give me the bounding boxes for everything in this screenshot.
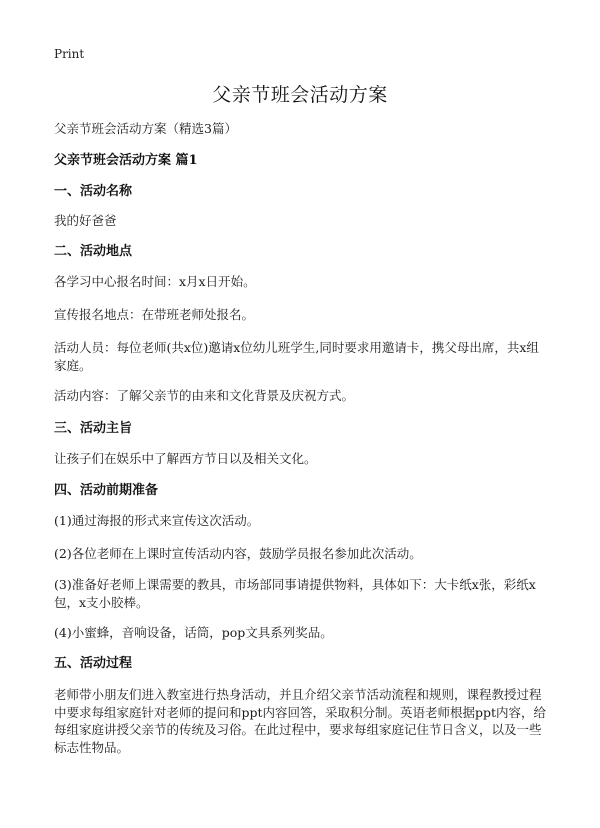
- section2-heading: 二、活动地点: [54, 244, 133, 259]
- section4-heading: 四、活动前期准备: [54, 483, 159, 498]
- section5-text: 老师带小朋友们进入教室进行热身活动，并且介绍父亲节活动流程和规则，课程教授过程中要求每组家庭针对老师的提问和ppt内容回答，采取积分制。英语老师根据ppt内容，给每组家庭讲授父亲节的传统及习俗。在此过程中，要求每组家庭记住节日含义，以及一些标志性物品。: [54, 687, 547, 755]
- section2-paragraph-1: 各学习中心报名时间：x月x日开始。: [54, 274, 256, 289]
- section2-paragraph-3: 活动人员：每位老师(共x位)邀请x位幼儿班学生,同时要求用邀请卡，携父母出席，共x组家庭。: [54, 340, 539, 373]
- article-heading: 父亲节班会活动方案 篇1: [54, 153, 198, 168]
- section3-heading: 三、活动主旨: [54, 421, 133, 436]
- section4-item-4: (4)小蜜蜂，音响设备，话筒，pop文具系列奖品。: [54, 625, 333, 640]
- section4-item-2: (2)各位老师在上课时宣传活动内容，鼓励学员报名参加此次活动。: [54, 546, 422, 561]
- section1-text: 我的好爸爸: [54, 213, 117, 228]
- section4-item-3: (3)准备好老师上课需要的教具，市场部同事请提供物料，具体如下：大卡纸x张，彩纸x包，x支小胶棒。: [54, 577, 536, 610]
- subtitle: 父亲节班会活动方案（精选3篇）: [54, 121, 237, 136]
- section5-heading: 五、活动过程: [54, 656, 133, 671]
- section4-item-1: (1)通过海报的形式来宣传这次活动。: [54, 513, 260, 528]
- print-label: Print: [54, 47, 85, 61]
- document-title: 父亲节班会活动方案: [212, 84, 388, 106]
- section2-paragraph-2: 宣传报名地点：在带班老师处报名。: [54, 307, 255, 322]
- section1-heading: 一、活动名称: [54, 184, 133, 199]
- section2-paragraph-4: 活动内容：了解父亲节的由来和文化背景及庆祝方式。: [54, 388, 355, 403]
- section3-text: 让孩子们在娱乐中了解西方节日以及相关文化。: [54, 451, 317, 466]
